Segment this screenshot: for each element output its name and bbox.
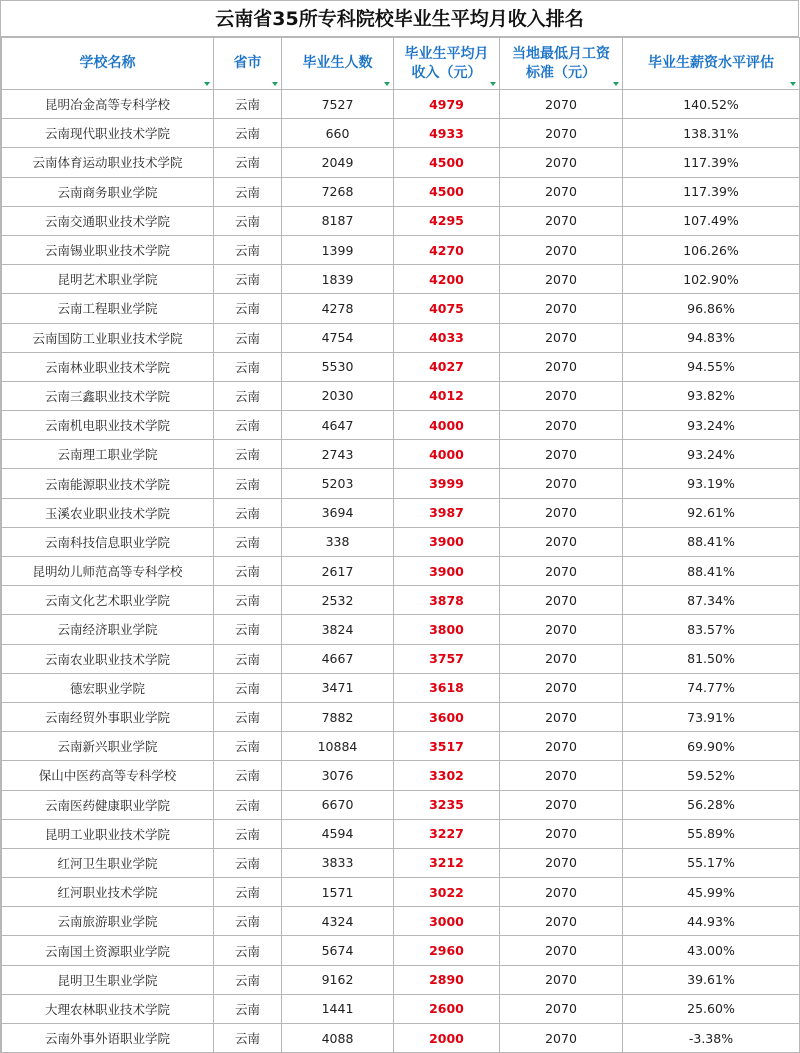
min-wage-cell[interactable]: 2070 xyxy=(500,411,623,440)
income-cell[interactable]: 3235 xyxy=(394,790,500,819)
graduates-cell[interactable]: 7882 xyxy=(282,702,394,731)
graduates-cell[interactable]: 1839 xyxy=(282,265,394,294)
min-wage-cell[interactable]: 2070 xyxy=(500,586,623,615)
min-wage-cell[interactable]: 2070 xyxy=(500,557,623,586)
min-wage-cell[interactable]: 2070 xyxy=(500,819,623,848)
table-row xyxy=(2,848,800,877)
graduates-cell[interactable]: 3694 xyxy=(282,498,394,527)
province-cell[interactable]: 云南 xyxy=(214,615,282,644)
rating-cell[interactable]: 74.77% xyxy=(623,673,800,702)
income-cell[interactable]: 3999 xyxy=(394,469,500,498)
table-row xyxy=(2,90,800,119)
school-name-cell[interactable]: 云南旅游职业学院 xyxy=(2,907,214,936)
min-wage-cell[interactable]: 2070 xyxy=(500,848,623,877)
income-cell[interactable]: 3900 xyxy=(394,527,500,556)
province-cell[interactable]: 云南 xyxy=(214,498,282,527)
min-wage-cell[interactable]: 2070 xyxy=(500,90,623,119)
min-wage-cell[interactable]: 2070 xyxy=(500,965,623,994)
graduates-cell[interactable]: 4278 xyxy=(282,294,394,323)
rating-cell[interactable]: 88.41% xyxy=(623,527,800,556)
min-wage-cell[interactable]: 2070 xyxy=(500,936,623,965)
province-cell[interactable]: 云南 xyxy=(214,235,282,264)
rating-cell[interactable]: 56.28% xyxy=(623,790,800,819)
school-name-cell[interactable]: 云南工程职业学院 xyxy=(2,294,214,323)
min-wage-cell[interactable]: 2070 xyxy=(500,148,623,177)
rating-cell[interactable]: 117.39% xyxy=(623,148,800,177)
rating-cell[interactable]: 39.61% xyxy=(623,965,800,994)
income-cell[interactable]: 3878 xyxy=(394,586,500,615)
table-row xyxy=(2,965,800,994)
graduates-cell[interactable]: 2743 xyxy=(282,440,394,469)
school-name-cell[interactable]: 昆明冶金高等专科学校 xyxy=(2,90,214,119)
column-header-min-wage[interactable]: 当地最低月工资标准（元） xyxy=(500,38,623,90)
column-header-graduates[interactable]: 毕业生人数 xyxy=(282,38,394,90)
table-row xyxy=(2,732,800,761)
table-row xyxy=(2,381,800,410)
province-cell[interactable]: 云南 xyxy=(214,440,282,469)
filter-arrow-icon[interactable] xyxy=(613,82,619,86)
table-row xyxy=(2,294,800,323)
table-row xyxy=(2,469,800,498)
rating-cell[interactable]: 44.93% xyxy=(623,907,800,936)
province-cell[interactable]: 云南 xyxy=(214,907,282,936)
table-row xyxy=(2,148,800,177)
min-wage-cell[interactable]: 2070 xyxy=(500,381,623,410)
graduates-cell[interactable]: 2030 xyxy=(282,381,394,410)
province-cell[interactable]: 云南 xyxy=(214,411,282,440)
income-cell[interactable]: 4033 xyxy=(394,323,500,352)
graduates-cell[interactable]: 3076 xyxy=(282,761,394,790)
school-name-cell[interactable]: 云南农业职业技术学院 xyxy=(2,644,214,673)
min-wage-cell[interactable]: 2070 xyxy=(500,352,623,381)
income-cell[interactable]: 3987 xyxy=(394,498,500,527)
school-name-cell[interactable]: 云南交通职业技术学院 xyxy=(2,206,214,235)
school-name-cell[interactable]: 昆明卫生职业学院 xyxy=(2,965,214,994)
table-row xyxy=(2,936,800,965)
ranking-table xyxy=(1,37,800,1053)
column-header-school[interactable]: 学校名称 xyxy=(2,38,214,90)
income-cell[interactable]: 2000 xyxy=(394,1024,500,1053)
rating-cell[interactable]: 140.52% xyxy=(623,90,800,119)
province-cell[interactable]: 云南 xyxy=(214,294,282,323)
min-wage-cell[interactable]: 2070 xyxy=(500,235,623,264)
graduates-cell[interactable]: 10884 xyxy=(282,732,394,761)
income-cell[interactable]: 3900 xyxy=(394,557,500,586)
income-cell[interactable]: 2890 xyxy=(394,965,500,994)
min-wage-cell[interactable]: 2070 xyxy=(500,878,623,907)
table-row xyxy=(2,440,800,469)
income-cell[interactable]: 3302 xyxy=(394,761,500,790)
graduates-cell[interactable]: 7268 xyxy=(282,177,394,206)
school-name-cell[interactable]: 云南科技信息职业学院 xyxy=(2,527,214,556)
income-cell[interactable]: 4500 xyxy=(394,148,500,177)
income-cell[interactable]: 4000 xyxy=(394,440,500,469)
school-name-cell[interactable]: 云南文化艺术职业学院 xyxy=(2,586,214,615)
table-row xyxy=(2,702,800,731)
graduates-cell[interactable]: 7527 xyxy=(282,90,394,119)
income-cell[interactable]: 4500 xyxy=(394,177,500,206)
column-header-province[interactable]: 省市 xyxy=(214,38,282,90)
table-row xyxy=(2,206,800,235)
graduates-cell[interactable]: 660 xyxy=(282,119,394,148)
table-row xyxy=(2,644,800,673)
school-name-cell[interactable]: 保山中医药高等专科学校 xyxy=(2,761,214,790)
rating-cell[interactable]: 93.82% xyxy=(623,381,800,410)
table-row xyxy=(2,1024,800,1053)
rating-cell[interactable]: 106.26% xyxy=(623,235,800,264)
province-cell[interactable]: 云南 xyxy=(214,323,282,352)
graduates-cell[interactable]: 1571 xyxy=(282,878,394,907)
school-name-cell[interactable]: 云南现代职业技术学院 xyxy=(2,119,214,148)
income-cell[interactable]: 4000 xyxy=(394,411,500,440)
table-row xyxy=(2,527,800,556)
graduates-cell[interactable]: 4088 xyxy=(282,1024,394,1053)
min-wage-cell[interactable]: 2070 xyxy=(500,177,623,206)
graduates-cell[interactable]: 4754 xyxy=(282,323,394,352)
province-cell[interactable]: 云南 xyxy=(214,848,282,877)
province-cell[interactable]: 云南 xyxy=(214,148,282,177)
school-name-cell[interactable]: 昆明幼儿师范高等专科学校 xyxy=(2,557,214,586)
income-cell[interactable]: 4933 xyxy=(394,119,500,148)
table-row xyxy=(2,119,800,148)
income-cell[interactable]: 4012 xyxy=(394,381,500,410)
graduates-cell[interactable]: 3471 xyxy=(282,673,394,702)
column-header-rating[interactable]: 毕业生薪资水平评估 xyxy=(623,38,800,90)
income-cell[interactable]: 4027 xyxy=(394,352,500,381)
income-cell[interactable]: 3212 xyxy=(394,848,500,877)
province-cell[interactable]: 云南 xyxy=(214,119,282,148)
min-wage-cell[interactable]: 2070 xyxy=(500,323,623,352)
school-name-cell[interactable]: 云南国防工业职业技术学院 xyxy=(2,323,214,352)
school-name-cell[interactable]: 云南理工职业学院 xyxy=(2,440,214,469)
school-name-cell[interactable]: 德宏职业学院 xyxy=(2,673,214,702)
rating-cell[interactable]: 69.90% xyxy=(623,732,800,761)
rating-cell[interactable]: 55.17% xyxy=(623,848,800,877)
rating-cell[interactable]: 25.60% xyxy=(623,994,800,1023)
school-name-cell[interactable]: 云南医药健康职业学院 xyxy=(2,790,214,819)
province-cell[interactable]: 云南 xyxy=(214,790,282,819)
province-cell[interactable]: 云南 xyxy=(214,206,282,235)
province-cell[interactable]: 云南 xyxy=(214,527,282,556)
income-cell[interactable]: 3227 xyxy=(394,819,500,848)
table-row xyxy=(2,907,800,936)
school-name-cell[interactable]: 云南机电职业技术学院 xyxy=(2,411,214,440)
table-row xyxy=(2,586,800,615)
province-cell[interactable]: 云南 xyxy=(214,557,282,586)
graduates-cell[interactable]: 4324 xyxy=(282,907,394,936)
table-row xyxy=(2,761,800,790)
school-name-cell[interactable]: 云南经济职业学院 xyxy=(2,615,214,644)
min-wage-cell[interactable]: 2070 xyxy=(500,761,623,790)
school-name-cell[interactable]: 云南商务职业学院 xyxy=(2,177,214,206)
graduates-cell[interactable]: 4647 xyxy=(282,411,394,440)
rating-cell[interactable]: 117.39% xyxy=(623,177,800,206)
province-cell[interactable]: 云南 xyxy=(214,965,282,994)
rating-cell[interactable]: 81.50% xyxy=(623,644,800,673)
table-row xyxy=(2,878,800,907)
graduates-cell[interactable]: 4594 xyxy=(282,819,394,848)
school-name-cell[interactable]: 云南国土资源职业学院 xyxy=(2,936,214,965)
table-row xyxy=(2,819,800,848)
graduates-cell[interactable]: 9162 xyxy=(282,965,394,994)
income-cell[interactable]: 4200 xyxy=(394,265,500,294)
income-cell[interactable]: 3022 xyxy=(394,878,500,907)
school-name-cell[interactable]: 云南锡业职业技术学院 xyxy=(2,235,214,264)
province-cell[interactable]: 云南 xyxy=(214,673,282,702)
school-name-cell[interactable]: 大理农林职业技术学院 xyxy=(2,994,214,1023)
filter-arrow-icon[interactable] xyxy=(272,82,278,86)
income-cell[interactable]: 3757 xyxy=(394,644,500,673)
table-row xyxy=(2,557,800,586)
graduates-cell[interactable]: 1399 xyxy=(282,235,394,264)
page-title: 云南省35所专科院校毕业生平均月收入排名 xyxy=(1,1,799,37)
rating-cell[interactable]: 93.24% xyxy=(623,411,800,440)
province-cell[interactable]: 云南 xyxy=(214,732,282,761)
income-cell[interactable]: 3618 xyxy=(394,673,500,702)
rating-cell[interactable]: 102.90% xyxy=(623,265,800,294)
min-wage-cell[interactable]: 2070 xyxy=(500,469,623,498)
column-header-income[interactable]: 毕业生平均月收入（元） xyxy=(394,38,500,90)
graduates-cell[interactable]: 8187 xyxy=(282,206,394,235)
graduates-cell[interactable]: 338 xyxy=(282,527,394,556)
rating-cell[interactable]: 73.91% xyxy=(623,702,800,731)
school-name-cell[interactable]: 云南外事外语职业学院 xyxy=(2,1024,214,1053)
province-cell[interactable]: 云南 xyxy=(214,819,282,848)
table-row xyxy=(2,790,800,819)
rating-cell[interactable]: 138.31% xyxy=(623,119,800,148)
province-cell[interactable]: 云南 xyxy=(214,644,282,673)
graduates-cell[interactable]: 5530 xyxy=(282,352,394,381)
rating-cell[interactable]: 83.57% xyxy=(623,615,800,644)
graduates-cell[interactable]: 1441 xyxy=(282,994,394,1023)
rating-cell[interactable]: 94.83% xyxy=(623,323,800,352)
province-cell[interactable]: 云南 xyxy=(214,177,282,206)
income-cell[interactable]: 4979 xyxy=(394,90,500,119)
graduates-cell[interactable]: 4667 xyxy=(282,644,394,673)
rating-cell[interactable]: 88.41% xyxy=(623,557,800,586)
rating-cell[interactable]: 59.52% xyxy=(623,761,800,790)
school-name-cell[interactable]: 昆明工业职业技术学院 xyxy=(2,819,214,848)
school-name-cell[interactable]: 红河卫生职业学院 xyxy=(2,848,214,877)
graduates-cell[interactable]: 2617 xyxy=(282,557,394,586)
province-cell[interactable]: 云南 xyxy=(214,381,282,410)
min-wage-cell[interactable]: 2070 xyxy=(500,294,623,323)
province-cell[interactable]: 云南 xyxy=(214,1024,282,1053)
income-cell[interactable]: 2960 xyxy=(394,936,500,965)
rating-cell[interactable]: 93.24% xyxy=(623,440,800,469)
province-cell[interactable]: 云南 xyxy=(214,469,282,498)
school-name-cell[interactable]: 云南体育运动职业技术学院 xyxy=(2,148,214,177)
school-name-cell[interactable]: 昆明艺术职业学院 xyxy=(2,265,214,294)
min-wage-cell[interactable]: 2070 xyxy=(500,907,623,936)
income-cell[interactable]: 4075 xyxy=(394,294,500,323)
income-cell[interactable]: 3000 xyxy=(394,907,500,936)
graduates-cell[interactable]: 6670 xyxy=(282,790,394,819)
min-wage-cell[interactable]: 2070 xyxy=(500,440,623,469)
min-wage-cell[interactable]: 2070 xyxy=(500,790,623,819)
graduates-cell[interactable]: 3824 xyxy=(282,615,394,644)
income-cell[interactable]: 4270 xyxy=(394,235,500,264)
rating-cell[interactable]: 92.61% xyxy=(623,498,800,527)
table-row xyxy=(2,994,800,1023)
graduates-cell[interactable]: 2049 xyxy=(282,148,394,177)
min-wage-cell[interactable]: 2070 xyxy=(500,119,623,148)
province-cell[interactable]: 云南 xyxy=(214,878,282,907)
min-wage-cell[interactable]: 2070 xyxy=(500,994,623,1023)
province-cell[interactable]: 云南 xyxy=(214,702,282,731)
table-row xyxy=(2,323,800,352)
min-wage-cell[interactable]: 2070 xyxy=(500,265,623,294)
province-cell[interactable]: 云南 xyxy=(214,352,282,381)
min-wage-cell[interactable]: 2070 xyxy=(500,1024,623,1053)
school-name-cell[interactable]: 云南三鑫职业技术学院 xyxy=(2,381,214,410)
rating-cell[interactable]: 96.86% xyxy=(623,294,800,323)
table-row xyxy=(2,615,800,644)
rating-cell[interactable]: 87.34% xyxy=(623,586,800,615)
graduates-cell[interactable]: 2532 xyxy=(282,586,394,615)
min-wage-cell[interactable]: 2070 xyxy=(500,206,623,235)
province-cell[interactable]: 云南 xyxy=(214,90,282,119)
filter-arrow-icon[interactable] xyxy=(490,82,496,86)
school-name-cell[interactable]: 云南能源职业技术学院 xyxy=(2,469,214,498)
rating-cell[interactable]: 93.19% xyxy=(623,469,800,498)
graduates-cell[interactable]: 5674 xyxy=(282,936,394,965)
table-row xyxy=(2,235,800,264)
province-cell[interactable]: 云南 xyxy=(214,936,282,965)
income-cell[interactable]: 2600 xyxy=(394,994,500,1023)
min-wage-cell[interactable]: 2070 xyxy=(500,644,623,673)
income-cell[interactable]: 3800 xyxy=(394,615,500,644)
min-wage-cell[interactable]: 2070 xyxy=(500,732,623,761)
graduates-cell[interactable]: 5203 xyxy=(282,469,394,498)
table-row xyxy=(2,411,800,440)
school-name-cell[interactable]: 云南经贸外事职业学院 xyxy=(2,702,214,731)
income-cell[interactable]: 3600 xyxy=(394,702,500,731)
school-name-cell[interactable]: 红河职业技术学院 xyxy=(2,878,214,907)
table-row xyxy=(2,177,800,206)
province-cell[interactable]: 云南 xyxy=(214,265,282,294)
school-name-cell[interactable]: 玉溪农业职业技术学院 xyxy=(2,498,214,527)
rating-cell[interactable]: -3.38% xyxy=(623,1024,800,1053)
filter-arrow-icon[interactable] xyxy=(790,82,796,86)
school-name-cell[interactable]: 云南新兴职业学院 xyxy=(2,732,214,761)
graduates-cell[interactable]: 3833 xyxy=(282,848,394,877)
province-cell[interactable]: 云南 xyxy=(214,761,282,790)
rating-cell[interactable]: 107.49% xyxy=(623,206,800,235)
rating-cell[interactable]: 94.55% xyxy=(623,352,800,381)
table-row xyxy=(2,352,800,381)
rating-cell[interactable]: 43.00% xyxy=(623,936,800,965)
min-wage-cell[interactable]: 2070 xyxy=(500,615,623,644)
min-wage-cell[interactable]: 2070 xyxy=(500,527,623,556)
province-cell[interactable]: 云南 xyxy=(214,994,282,1023)
min-wage-cell[interactable]: 2070 xyxy=(500,702,623,731)
rating-cell[interactable]: 55.89% xyxy=(623,819,800,848)
province-cell[interactable]: 云南 xyxy=(214,586,282,615)
table-row xyxy=(2,498,800,527)
table-row xyxy=(2,265,800,294)
min-wage-cell[interactable]: 2070 xyxy=(500,498,623,527)
rating-cell[interactable]: 45.99% xyxy=(623,878,800,907)
school-name-cell[interactable]: 云南林业职业技术学院 xyxy=(2,352,214,381)
income-cell[interactable]: 4295 xyxy=(394,206,500,235)
filter-arrow-icon[interactable] xyxy=(204,82,210,86)
table-row xyxy=(2,673,800,702)
income-cell[interactable]: 3517 xyxy=(394,732,500,761)
header-row xyxy=(2,38,800,90)
min-wage-cell[interactable]: 2070 xyxy=(500,673,623,702)
filter-arrow-icon[interactable] xyxy=(384,82,390,86)
